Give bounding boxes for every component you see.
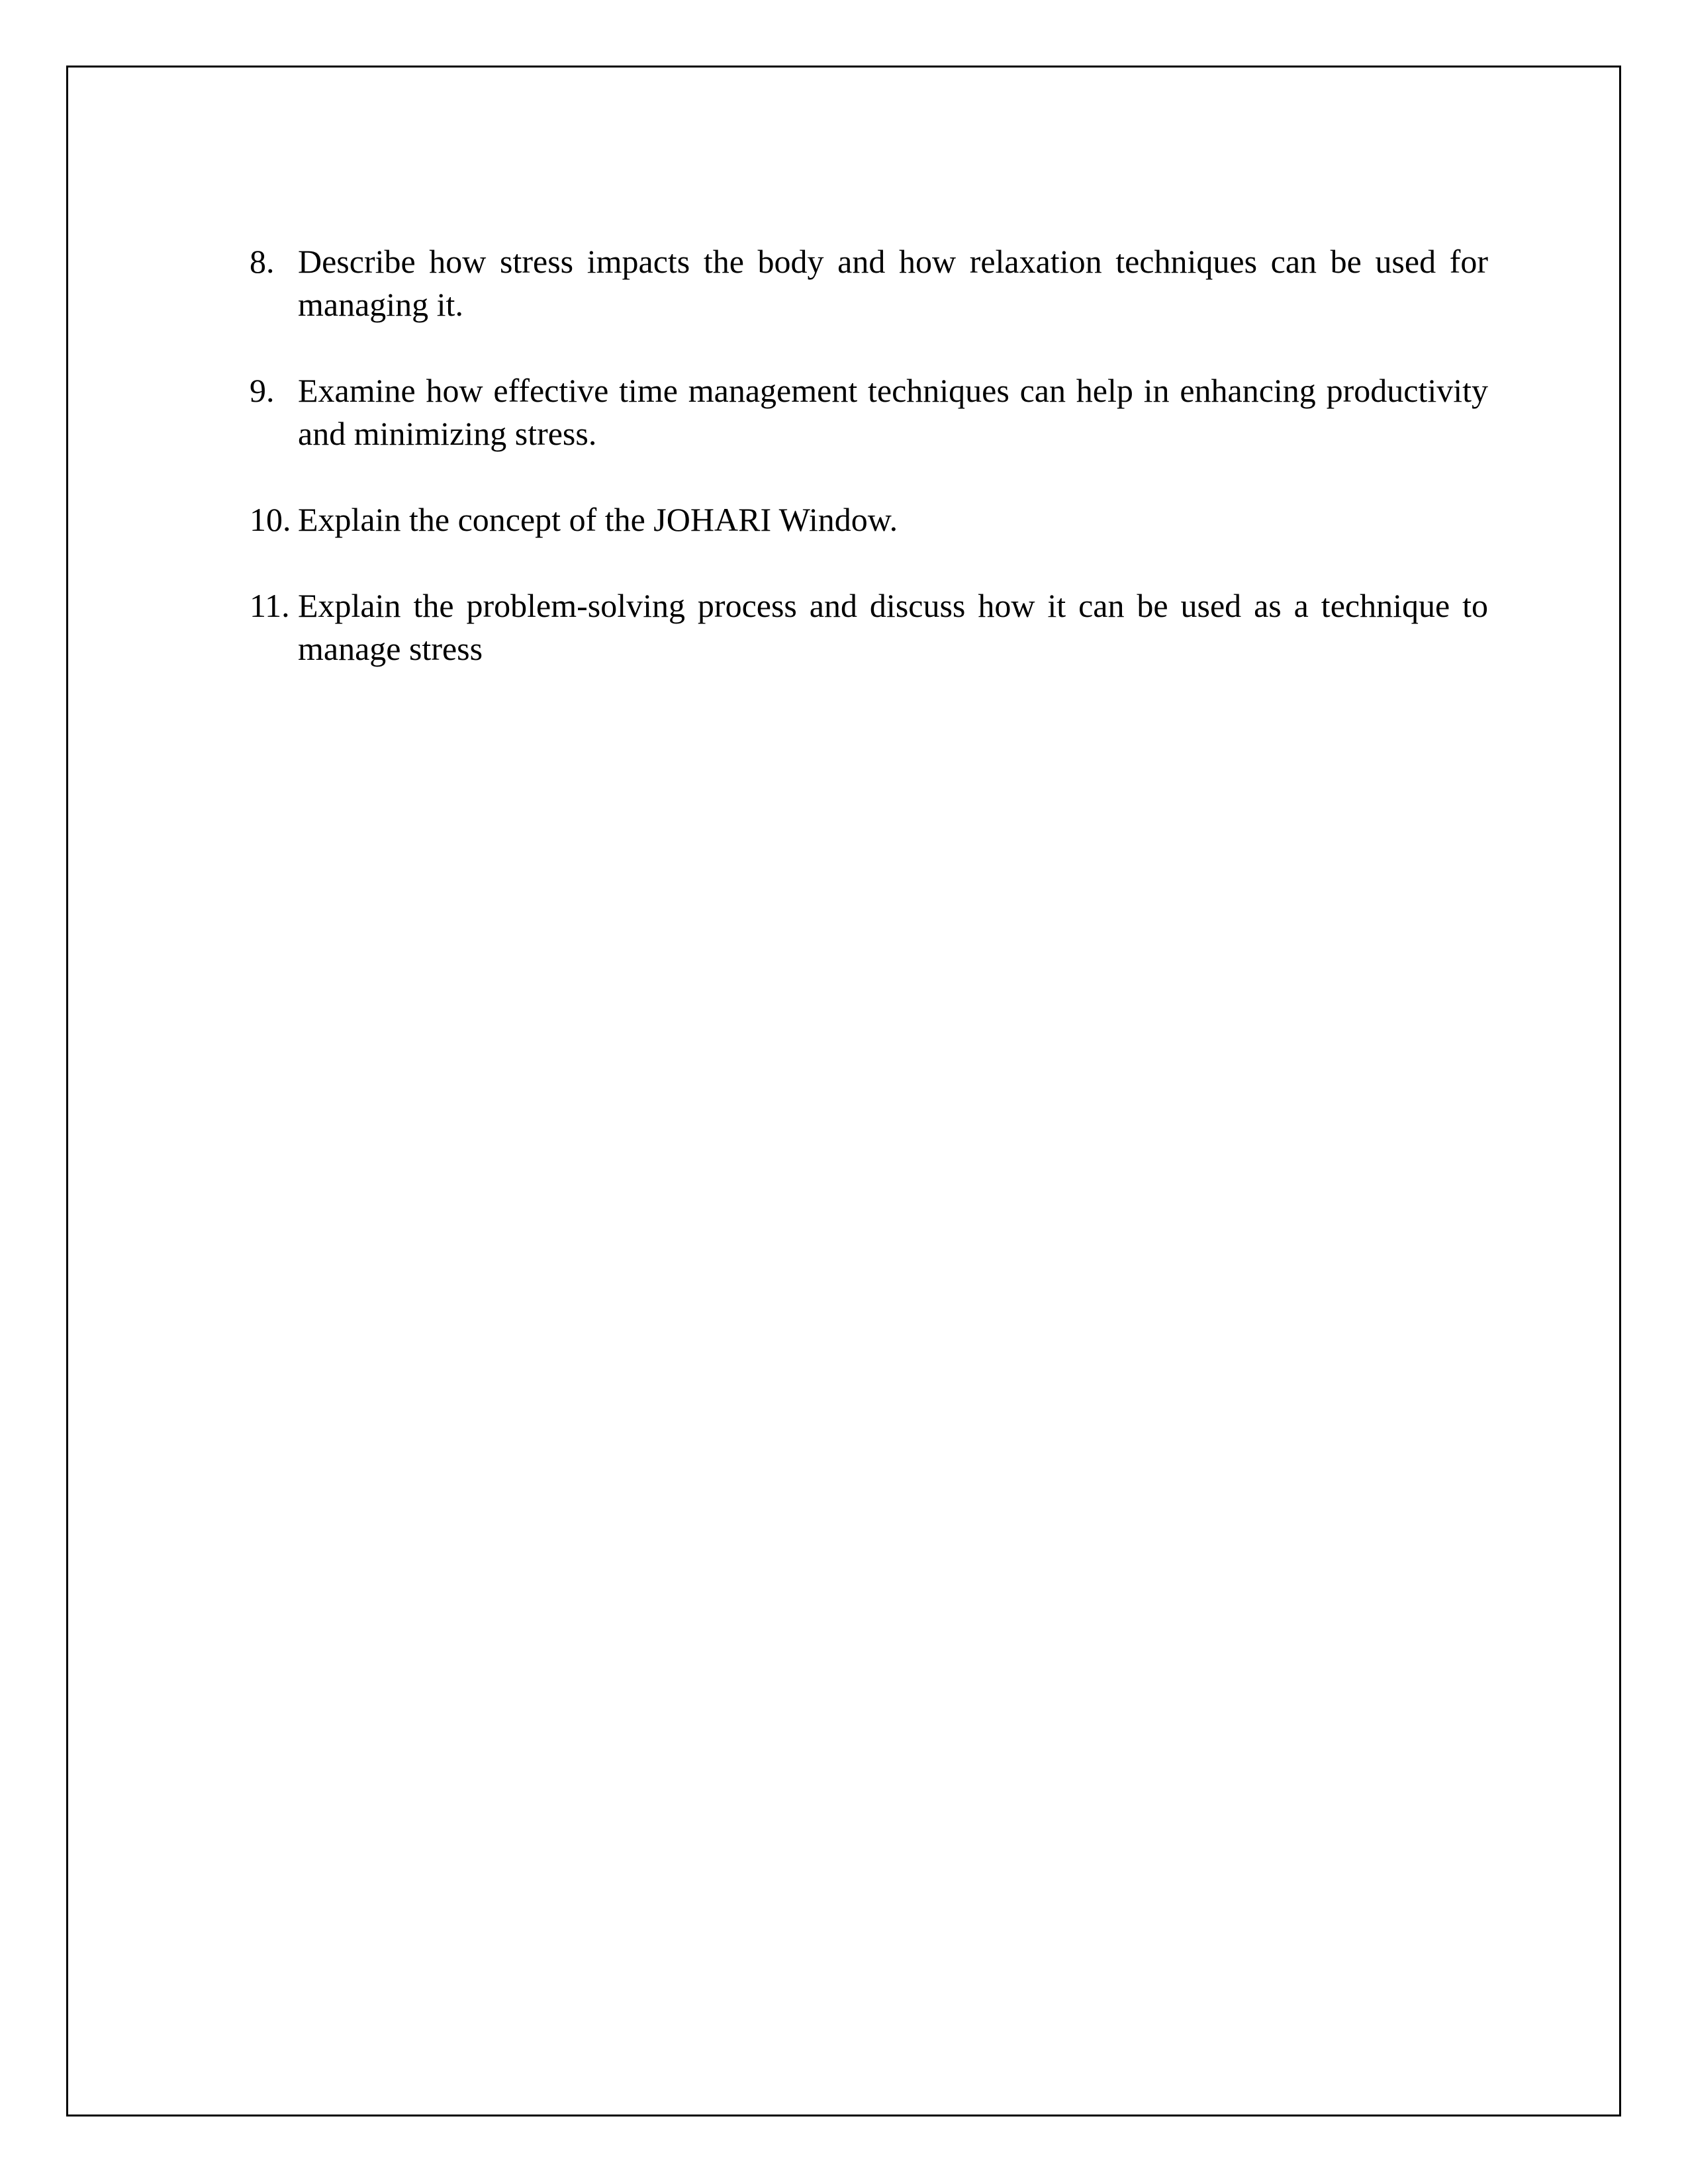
question-number: 8.	[250, 243, 275, 280]
question-item-11	[250, 584, 1488, 670]
question-item-8	[250, 240, 1488, 326]
question-number: 11.	[250, 587, 290, 624]
question-list	[250, 240, 1488, 670]
question-text-line: Examine how effective time management techniques can help in enhancing productivity	[298, 372, 1488, 409]
question-text-line: Explain the problem-solving process and discuss how it can be used as a technique to	[298, 587, 1488, 624]
question-text-line: Describe how stress impacts the body and how relaxation techniques can be used for	[298, 243, 1488, 280]
question-text-line: manage stress	[298, 630, 483, 667]
question-item-10	[250, 498, 1488, 541]
question-text-line: managing it.	[298, 286, 463, 323]
question-number: 9.	[250, 372, 275, 409]
question-number: 10.	[250, 501, 291, 538]
question-item-9	[250, 369, 1488, 455]
question-text-line: and minimizing stress.	[298, 415, 597, 452]
question-text-line: Explain the concept of the JOHARI Window.	[298, 501, 898, 538]
